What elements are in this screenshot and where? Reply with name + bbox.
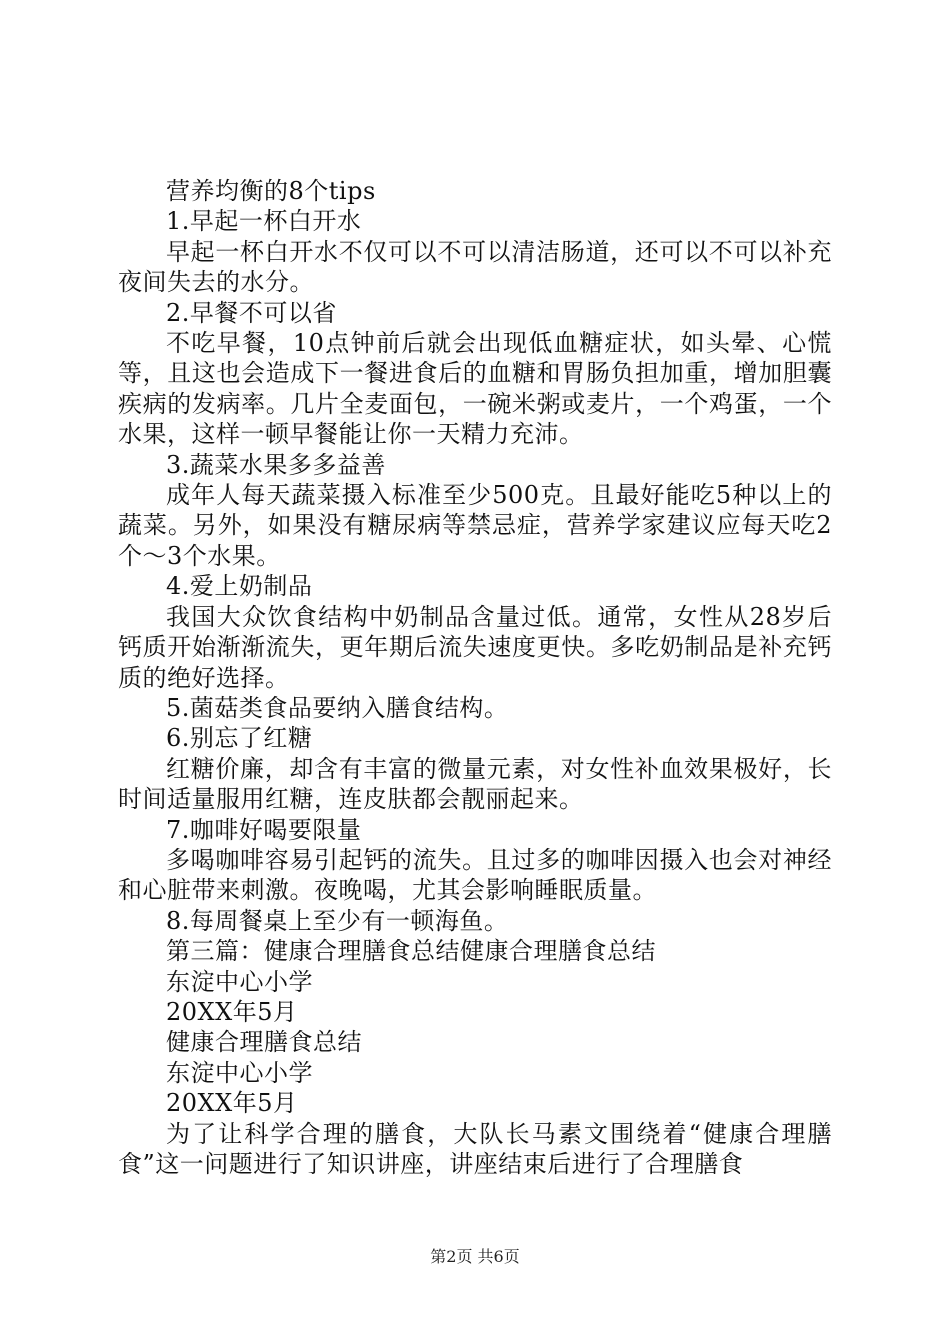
paragraph: 6.别忘了红糖 xyxy=(166,724,313,753)
paragraph: 1.早起一杯白开水 xyxy=(166,207,362,236)
paragraph: 营养均衡的8个tips xyxy=(166,177,376,205)
paragraph: 为了让科学合理的膳食，大队长马素文围绕着“健康合理膳食”这一问题进行了知识讲座，讲座结束后进行了合理膳食 xyxy=(118,1119,832,1178)
paragraph: 成年人每天蔬菜摄入标准至少500克。且最好能吃5种以上的蔬菜。另外，如果没有糖尿病等禁忌症，营养学家建议应每天吃2个～3个水果。 xyxy=(118,481,832,570)
paragraph: 不吃早餐，10点钟前后就会出现低血糖症状，如头晕、心慌等，且这也会造成下一餐进食后的血糖和胃肠负担加重，增加胆囊疾病的发病率。几片全麦面包，一碗米粥或麦片，一个鸡蛋，一个水果，这样一顿早餐能让你一天精力充沛。 xyxy=(118,329,832,449)
paragraph: 多喝咖啡容易引起钙的流失。且过多的咖啡因摄入也会对神经和心脏带来刺激。夜晚喝，尤其会影响睡眠质量。 xyxy=(118,845,832,905)
paragraph: 7.咖啡好喝要限量 xyxy=(166,815,362,844)
paragraph: 5.菌菇类食品要纳入膳食结构。 xyxy=(166,693,509,722)
paragraph: 3.蔬菜水果多多益善 xyxy=(166,450,386,479)
body-text xyxy=(118,176,832,1179)
paragraph: 4.爱上奶制品 xyxy=(166,572,313,601)
page-footer: 第2页 共6页 xyxy=(430,1247,520,1266)
paragraph: 8.每周餐桌上至少有一顿海鱼。 xyxy=(166,906,509,935)
paragraph: 早起一杯白开水不仅可以不可以清洁肠道，还可以不可以补充夜间失去的水分。 xyxy=(118,237,832,297)
paragraph: 我国大众饮食结构中奶制品含量过低。通常，女性从28岁后钙质开始渐渐流失，更年期后流失速度更快。多吃奶制品是补充钙质的绝好选择。 xyxy=(118,602,832,692)
paragraph: 红糖价廉，却含有丰富的微量元素，对女性补血效果极好，长时间适量服用红糖，连皮肤都会靓丽起来。 xyxy=(118,754,832,814)
summary-title: 健康合理膳食总结 xyxy=(166,1028,362,1057)
date-line: 20XX年5月 xyxy=(166,1089,298,1118)
date-line: 20XX年5月 xyxy=(166,997,298,1026)
school-name: 东淀中心小学 xyxy=(166,1058,313,1087)
school-name: 东淀中心小学 xyxy=(166,967,313,996)
paragraph: 2.早餐不可以省 xyxy=(166,298,337,327)
section-heading: 第三篇：健康合理膳食总结健康合理膳食总结 xyxy=(166,937,656,966)
